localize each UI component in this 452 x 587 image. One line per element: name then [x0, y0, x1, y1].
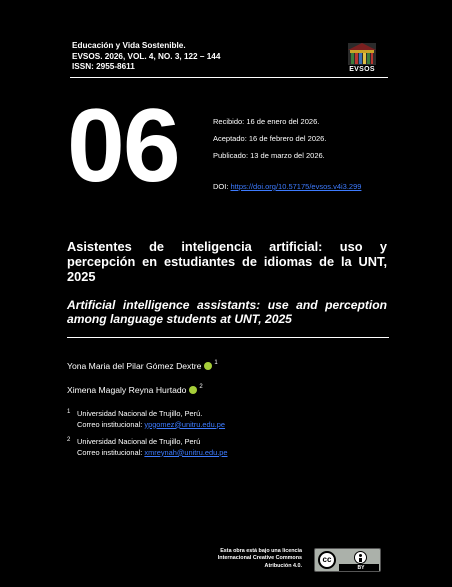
- author-affiliation-number: 2: [199, 384, 203, 390]
- cc-icon: cc: [318, 551, 336, 569]
- journal-issn: ISSN: 2955-8611: [72, 62, 135, 72]
- attribution-icon: [354, 551, 367, 564]
- doi: [213, 182, 361, 191]
- author-affiliation-number: 1: [214, 360, 218, 366]
- author-2: [67, 385, 203, 395]
- author-1: [67, 361, 218, 371]
- accepted-date: Aceptado: 16 de febrero del 2026.: [213, 134, 327, 143]
- published-date: Publicado: 13 de marzo del 2026.: [213, 151, 325, 160]
- doi-label: DOI:: [213, 182, 229, 191]
- title-spanish: Asistentes de inteligencia artificial: uso y percepción en estudiantes de idiomas de la UNT, 2025: [67, 239, 387, 284]
- license-line-1: Esta obra está bajo una licencia: [220, 548, 302, 554]
- title-divider: [67, 337, 389, 338]
- author-name: Ximena Magaly Reyna Hurtado: [67, 385, 187, 395]
- doi-link[interactable]: https://doi.org/10.57175/evsos.v4i3.299: [230, 182, 362, 191]
- header-divider: [70, 77, 388, 78]
- affiliation-number: 2: [67, 437, 71, 443]
- cc-by-badge[interactable]: [314, 548, 381, 572]
- by-label: BY: [357, 565, 365, 571]
- email-link[interactable]: ypgomez@unitru.edu.pe: [144, 419, 226, 429]
- affiliation-number: 1: [67, 409, 71, 415]
- orcid-icon[interactable]: [189, 386, 197, 394]
- affiliation-institution: Universidad Nacional de Trujillo, Perú.: [77, 409, 203, 418]
- affiliation-institution: Universidad Nacional de Trujillo, Perú: [77, 437, 201, 446]
- email-label: Correo institucional:: [77, 419, 143, 429]
- license-line-2: Internacional Creative Commons: [217, 555, 302, 562]
- affiliation-2: [67, 437, 228, 458]
- received-date: Recibido: 16 de enero del 2026.: [213, 117, 320, 126]
- author-name: Yona Maria del Pilar Gómez Dextre: [67, 361, 202, 371]
- email-link[interactable]: xmreynah@unitru.edu.pe: [144, 447, 228, 457]
- title-english: Artificial intelligence assistants: use and perception among language students at UNT, 2025: [67, 298, 387, 326]
- journal-volume: EVSOS. 2026, VOL. 4, NO. 3, 122 – 144: [72, 51, 221, 61]
- affiliation-1: [67, 409, 225, 430]
- license-line-3: Atribución 4.0.: [264, 562, 302, 569]
- license-text: [196, 548, 302, 570]
- logo-text: EVSOS: [349, 66, 375, 73]
- journal-header: [72, 41, 302, 73]
- orcid-icon[interactable]: [204, 362, 212, 370]
- journal-name: Educación y Vida Sostenible.: [72, 41, 186, 50]
- email-label: Correo institucional:: [77, 447, 143, 457]
- publication-dates: [213, 117, 326, 168]
- article-number: 06: [67, 88, 179, 204]
